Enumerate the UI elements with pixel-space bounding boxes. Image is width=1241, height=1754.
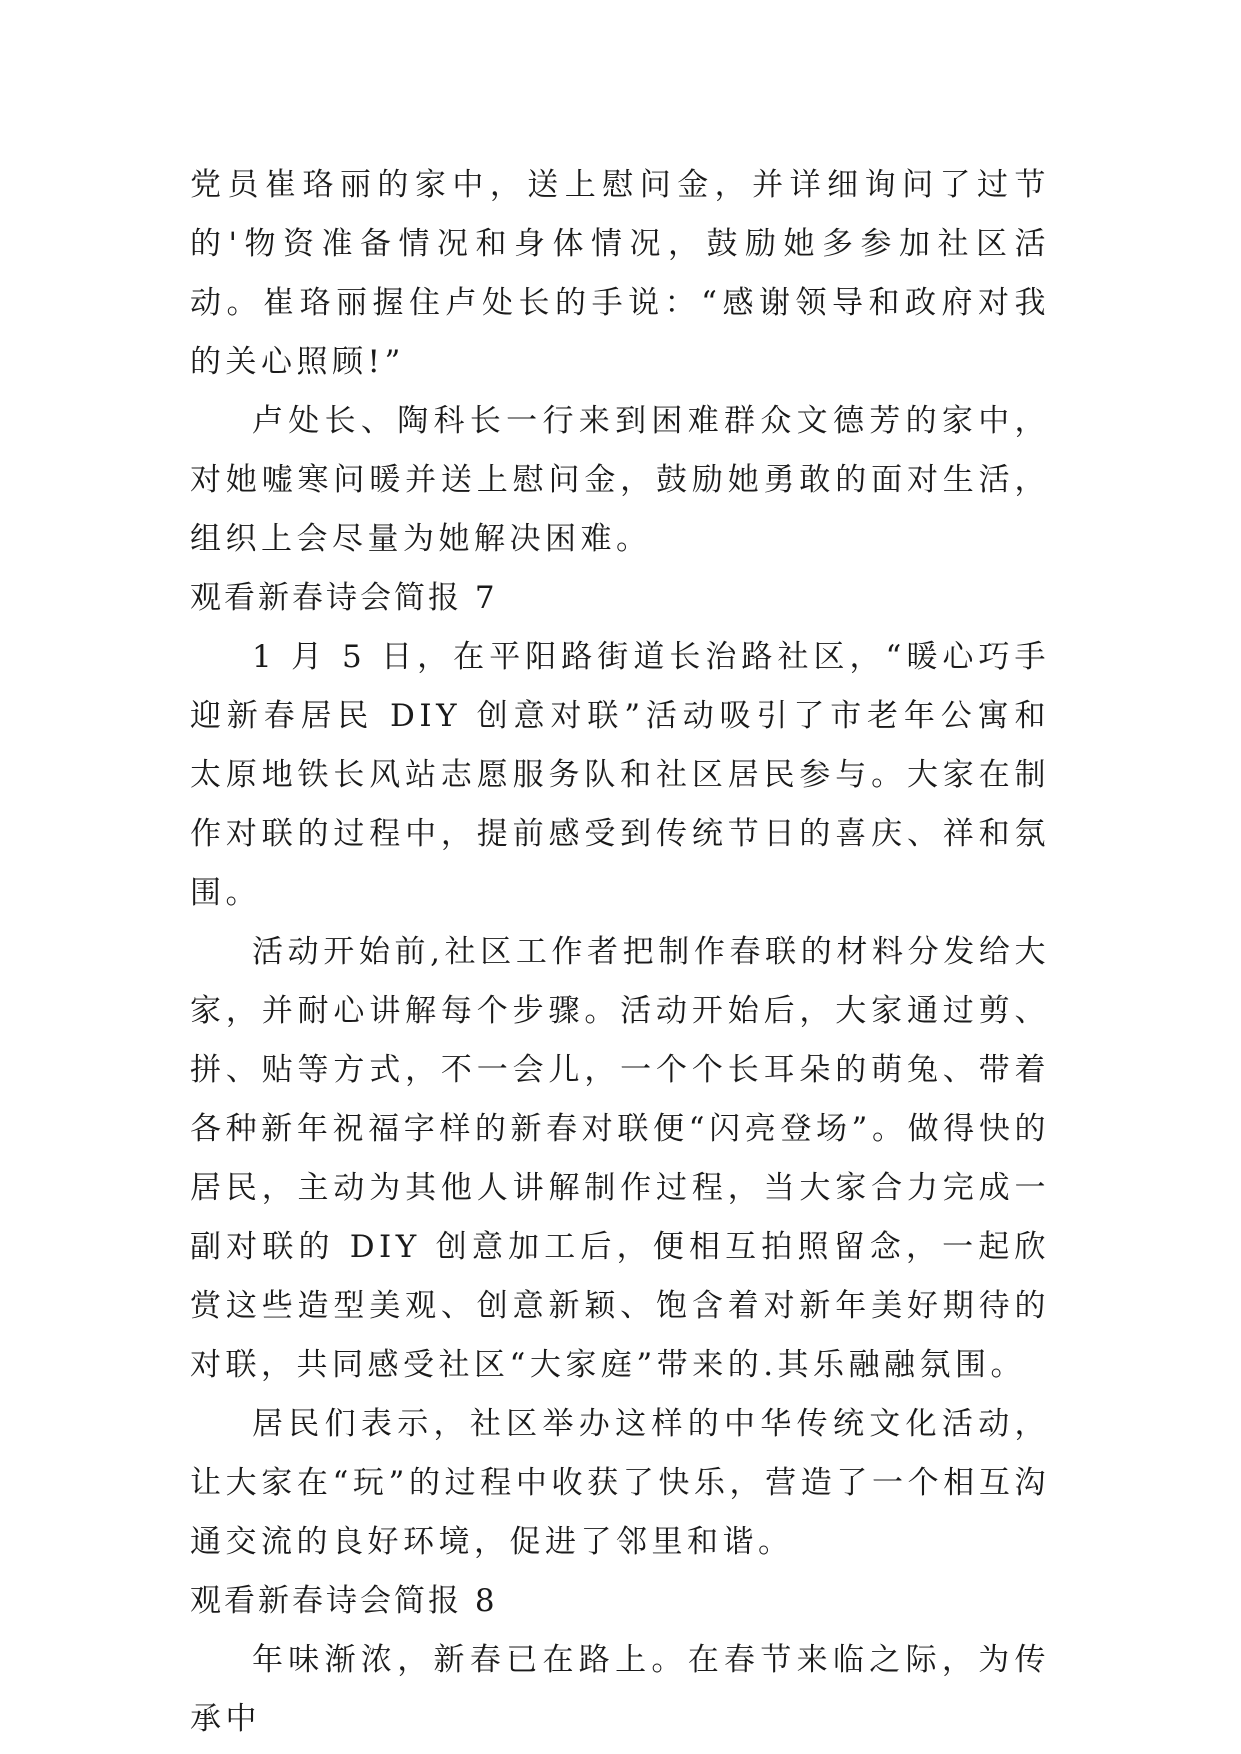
body-paragraph: 1 月 5 日，在平阳路街道长治路社区，“暖心巧手迎新春居民 DIY 创意对联”活动吸引了市老年公寓和太原地铁长风站志愿服务队和社区居民参与。大家在制作对联的过程中，提前感受到传统节日的喜庆、祥和氛围。 [190, 639, 1050, 911]
body-paragraph: 居民们表示，社区举办这样的中华传统文化活动，让大家在“玩”的过程中收获了快乐，营造了一个相互沟通交流的良好环境，促进了邻里和谐。 [190, 1406, 1050, 1560]
document-body [190, 156, 1050, 1749]
body-paragraph: 活动开始前,社区工作者把制作春联的材料分发给大家，并耐心讲解每个步骤。活动开始后，大家通过剪、拼、贴等方式，不一会儿，一个个长耳朵的萌兔、带着各种新年祝福字样的新春对联便“闪亮登场”。做得快的居民，主动为其他人讲解制作过程，当大家合力完成一副对联的 DIY 创意加工后，便相互拍照留念，一起欣赏这些造型美观、创意新颖、饱含着对新年美好期待的对联，共同感受社区“大家庭”带来的.其乐融融氛围。 [190, 934, 1050, 1383]
continuation-paragraph: 党员崔珞丽的家中，送上慰问金，并详细询问了过节的'物资准备情况和身体情况，鼓励她多参加社区活动。崔珞丽握住卢处长的手说：“感谢领导和政府对我的关心照顾!” [190, 167, 1050, 380]
body-paragraph: 年味渐浓，新春已在路上。在春节来临之际，为传承中 [190, 1642, 1050, 1737]
body-paragraph: 卢处长、陶科长一行来到困难群众文德芳的家中，对她嘘寒问暖并送上慰问金，鼓励她勇敢的面对生活，组织上会尽量为她解决困难。 [190, 403, 1050, 557]
section-heading: 观看新春诗会简报 7 [190, 580, 498, 616]
section-heading: 观看新春诗会简报 8 [190, 1583, 498, 1619]
